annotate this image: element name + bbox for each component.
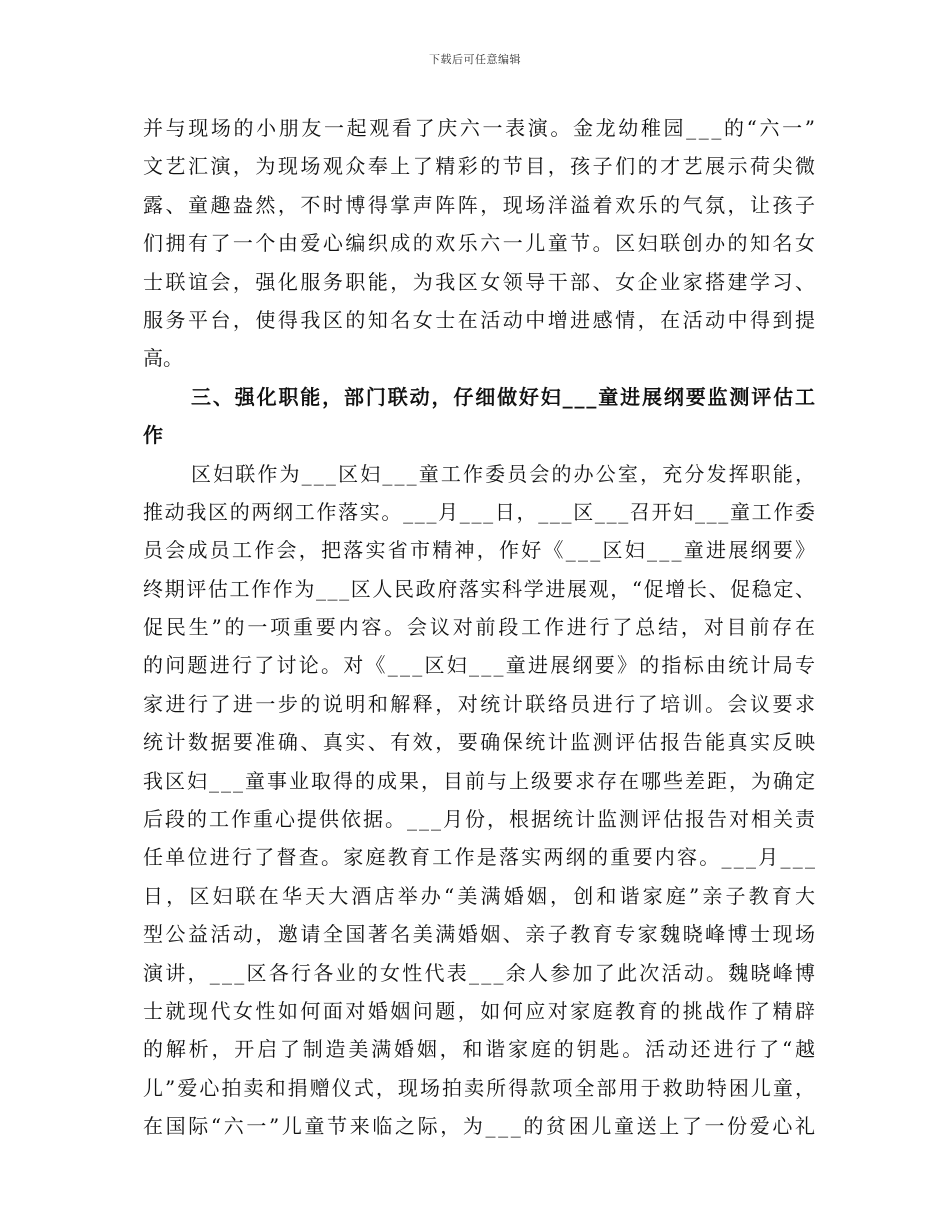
paragraph-line: 推动我区的两纲工作落实。___月___日，___区___召开妇___童工作委 <box>143 499 817 524</box>
paragraph-line: 的问题进行了讨论。对《___区妇___童进展纲要》的指标由统计局专 <box>143 653 818 678</box>
paragraph-line: 终期评估工作作为___区人民政府落实科学进展观，“促增长、促稳定、 <box>143 576 817 601</box>
paragraph-line: 露、童趣盎然，不时博得掌声阵阵，现场洋溢着欢乐的气氛，让孩子 <box>143 192 818 217</box>
page-header: 下载后可任意编辑 <box>429 53 521 66</box>
paragraph-line: 儿”爱心拍卖和捐赠仪式，现场拍卖所得款项全部用于救助特困儿童， <box>143 1075 818 1100</box>
paragraph-line: 型公益活动，邀请全国著名美满婚姻、亲子教育专家魏晓峰博士现场 <box>143 922 818 947</box>
section-heading-line: 作 <box>143 423 163 448</box>
paragraph-line: 高。 <box>143 346 183 371</box>
section-heading-line: 三、强化职能，部门联动，仔细做好妇___童进展纲要监测评估工 <box>191 384 817 409</box>
paragraph-line: 促民生”的一项重要内容。会议对前段工作进行了总结，对目前存在 <box>143 615 818 640</box>
paragraph-line: 任单位进行了督查。家庭教育工作是落实两纲的重要内容。___月___ <box>143 845 818 870</box>
paragraph-line: 我区妇___童事业取得的成果，目前与上级要求存在哪些差距，为确定 <box>143 768 817 793</box>
paragraph-line: 在国际“六一”儿童节来临之际，为___的贫困儿童送上了一份爱心礼 <box>143 1114 818 1139</box>
paragraph-line: 文艺汇演，为现场观众奉上了精彩的节目，孩子们的才艺展示荷尖微 <box>143 154 818 179</box>
paragraph-line: 士就现代女性如何面对婚姻问题，如何应对家庭教育的挑战作了精辟 <box>143 998 818 1023</box>
paragraph-line: 士联谊会，强化服务职能，为我区女领导干部、女企业家搭建学习、 <box>143 269 818 294</box>
paragraph-line: 统计数据要准确、真实、有效，要确保统计监测评估报告能真实反映 <box>143 730 818 755</box>
paragraph-line: 后段的工作重心提供依据。___月份，根据统计监测评估报告对相关责 <box>143 807 817 832</box>
paragraph-line: 并与现场的小朋友一起观看了庆六一表演。金龙幼稚园___的“六一” <box>143 116 818 140</box>
paragraph-line: 日，区妇联在华天大酒店举办“美满婚姻，创和谐家庭”亲子教育大 <box>143 883 819 908</box>
paragraph-line: 员会成员工作会，把落实省市精神，作好《___区妇___童进展纲要》 <box>143 538 818 563</box>
paragraph-line: 的解析，开启了制造美满婚姻，和谐家庭的钥匙。活动还进行了“越 <box>143 1037 818 1062</box>
paragraph-line: 服务平台，使得我区的知名女士在活动中增进感情，在活动中得到提 <box>143 307 818 332</box>
paragraph-line: 们拥有了一个由爱心编织成的欢乐六一儿童节。区妇联创办的知名女 <box>143 231 818 256</box>
paragraph-line: 家进行了进一步的说明和解释，对统计联络员进行了培训。会议要求 <box>143 691 818 716</box>
document-body <box>143 109 819 1146</box>
paragraph-line: 区妇联作为___区妇___童工作委员会的办公室，充分发挥职能， <box>191 461 818 486</box>
paragraph-line: 演讲，___区各行各业的女性代表___余人参加了此次活动。魏晓峰博 <box>143 960 818 985</box>
